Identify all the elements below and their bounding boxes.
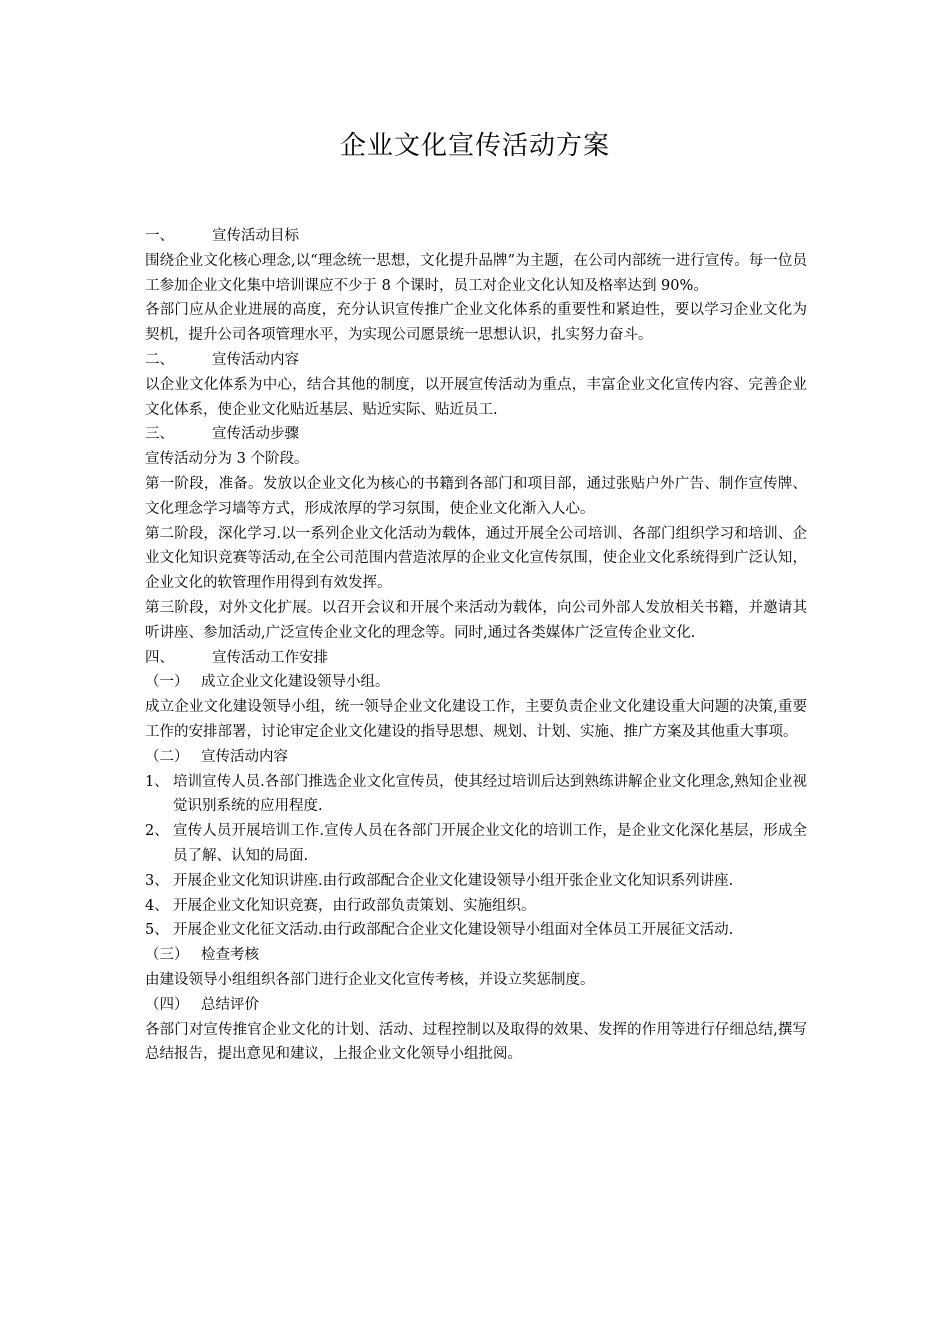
- section-heading-1: [145, 224, 807, 249]
- section-number: 四、: [145, 649, 174, 666]
- list-text: 宣传人员开展培训工作.宣传人员在各部门开展企业文化的培训工作，是企业文化深化基层，形成全员了解、认知的局面.: [173, 823, 807, 864]
- list-number: 2、: [145, 823, 169, 840]
- subsection-number: （四）: [145, 996, 189, 1013]
- section-title: 宣传活动工作安排: [212, 649, 328, 666]
- list-number: 4、: [145, 897, 169, 914]
- section-number: 三、: [145, 426, 174, 443]
- section-title: 宣传活动目标: [212, 228, 299, 244]
- list-text: 开展企业文化知识竞赛，由行政部负责策划、实施组织。: [173, 897, 536, 914]
- subsection-number: （一）: [145, 674, 189, 691]
- list-item: [145, 869, 807, 894]
- list-item: [145, 894, 807, 919]
- section-number: 一、: [145, 228, 174, 244]
- paragraph: 第二阶段，深化学习.以一系列企业文化活动为载体，通过开展全公司培训、各部门组织学习和培训、企业文化知识竞赛等活动,在全公司范围内营造浓厚的企业文化宣传氛围，使企业文化系统得到广泛认知，企业文化的软管理作用得到有效发挥。: [145, 525, 807, 592]
- paragraph: 第一阶段，准备。发放以企业文化为核心的书籍到各部门和项目部，通过张贴户外广告、制作宣传牌、文化理念学习墙等方式，形成浓厚的学习氛围，使企业文化渐入人心。: [145, 475, 807, 517]
- subsection-heading-2: [145, 745, 807, 770]
- list-number: 5、: [145, 922, 169, 939]
- section-heading-2: [145, 348, 807, 373]
- section-number: 二、: [145, 351, 174, 368]
- subsection-heading-4: [145, 993, 807, 1018]
- subsection-title: 宣传活动内容: [201, 748, 288, 765]
- subsection-heading-1: [145, 670, 807, 695]
- list-item: [145, 770, 807, 820]
- list-number: 1、: [145, 773, 169, 790]
- paragraph: 各部门应从企业进展的高度，充分认识宣传推广企业文化体系的重要性和紧迫性，要以学习企业文化为契机，提升公司各项管理水平，为实现公司愿景统一思想认识，扎实努力奋斗。: [145, 302, 807, 344]
- subsection-title: 总结评价: [201, 996, 259, 1013]
- paragraph: 宣传活动分为 3 个阶段。: [145, 451, 309, 468]
- subsection-heading-3: [145, 943, 807, 968]
- section-heading-4: [145, 646, 807, 671]
- list-item: [145, 819, 807, 869]
- subsection-number: （二）: [145, 748, 189, 765]
- paragraph: 以企业文化体系为中心，结合其他的制度，以开展宣传活动为重点，丰富企业文化宣传内容、完善企业文化体系，使企业文化贴近基层、贴近实际、贴近员工.: [145, 376, 807, 418]
- subsection-title: 成立企业文化建设领导小组。: [201, 674, 390, 691]
- subsection-title: 检查考核: [201, 947, 259, 964]
- section-heading-3: [145, 422, 807, 447]
- paragraph: 各部门对宣传推官企业文化的计划、活动、过程控制以及取得的效果、发挥的作用等进行仔细总结,撰写总结报告，提出意见和建议，上报企业文化领导小组批阅。: [145, 1021, 807, 1063]
- paragraph: 成立企业文化建设领导小组，统一领导企业文化建设工作，主要负责企业文化建设重大问题的决策,重要工作的安排部署，讨论审定企业文化建设的指导思想、规划、计划、实施、推广方案及其他重大事项。: [145, 699, 807, 740]
- list-item: [145, 918, 807, 943]
- section-title: 宣传活动步骤: [212, 426, 299, 443]
- list-text: 开展企业文化征文活动.由行政部配合企业文化建设领导小组面对全体员工开展征文活动.: [173, 922, 734, 939]
- section-title: 宣传活动内容: [212, 351, 299, 368]
- list-text: 培训宣传人员.各部门推选企业文化宣传员，使其经过培训后达到熟练讲解企业文化理念,熟知企业视觉识别系统的应用程度.: [173, 773, 807, 815]
- paragraph: 第三阶段，对外文化扩展。以召开会议和开展个来活动为载体，向公司外部人发放相关书籍，并邀请其听讲座、参加活动,广泛宣传企业文化的理念等。同时,通过各类媒体广泛宣传企业文化.: [145, 599, 807, 641]
- document-body: [145, 224, 807, 1067]
- paragraph: 围绕企业文化核心理念,以“理念统一思想，文化提升品牌”为主题，在公司内部统一进行宣传。每一位员工参加企业文化集中培训课应不少于 8 个课时，员工对企业文化认知及格率达到 90%。: [145, 252, 807, 294]
- list-number: 3、: [145, 872, 169, 889]
- subsection-number: （三）: [145, 947, 189, 964]
- list-text: 开展企业文化知识讲座.由行政部配合企业文化建设领导小组开张企业文化知识系列讲座.: [173, 872, 734, 889]
- paragraph: 由建设领导小组组织各部门进行企业文化宣传考核，并设立奖惩制度。: [145, 971, 595, 988]
- document-title: 企业文化宣传活动方案: [339, 131, 610, 161]
